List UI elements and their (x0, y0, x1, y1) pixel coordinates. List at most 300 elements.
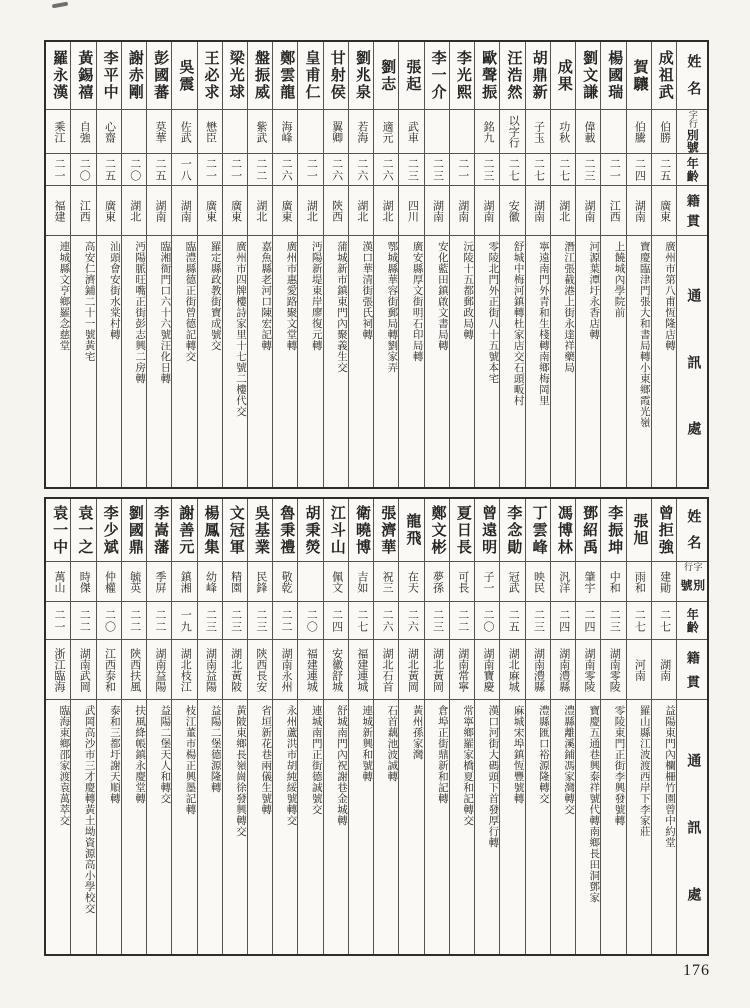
entry-column (46, 499, 70, 954)
entry-column (499, 42, 524, 487)
header-age: 年齡 (677, 602, 707, 640)
entry-alias: 乘江 (46, 110, 70, 154)
entry-age: 二〇 (122, 154, 146, 186)
entry-age: 二一 (46, 602, 70, 640)
entry-address: 高安仁濟鋪二十一號黃宅 (83, 241, 95, 362)
entry-alias (298, 562, 322, 602)
entry-alias: 雨和 (627, 562, 651, 602)
entry-native: 湖北黃陂 (223, 640, 247, 700)
entry-address: 扶風絳帳鎮永慶堂轉 (134, 705, 146, 804)
header-native-char: 籍 (684, 193, 700, 207)
entry-column (297, 499, 322, 954)
entry-address: 安化藍田鎮啟文書局轉 (436, 241, 448, 351)
entry-address: 漢口華清街張氏祠轉 (361, 241, 373, 340)
entry-address: 沔陽脈旺嘴正街彭志興二房轉 (134, 241, 146, 384)
entry-age: 二三 (248, 602, 272, 640)
header-address-char: 訊 (685, 354, 701, 369)
entry-address: 麻城宋埠鎮恆豐號轉 (512, 705, 524, 804)
entry-native: 江西 (601, 186, 625, 236)
entry-age: 二五 (147, 154, 171, 186)
entry-alias (298, 110, 322, 154)
entry-age: 二二 (71, 602, 95, 640)
header-name (677, 42, 707, 110)
entry-native: 四川 (399, 186, 423, 236)
entry-column (272, 42, 297, 487)
entry-alias: 懋臣 (198, 110, 222, 154)
entry-native: 湖南零陵 (576, 640, 600, 700)
entry-alias: 祝三 (374, 562, 398, 602)
entry-column (424, 42, 449, 487)
entry-alias: 夢孫 (425, 562, 449, 602)
entry-alias (122, 110, 146, 154)
entry-address: 寶慶五通巷興泰祥號代轉南鄉長田洞鄧家 (588, 705, 600, 903)
entry-address: 枝江董市楊正興墨記轉 (184, 705, 196, 815)
entry-name: 黃錫禧 (71, 42, 95, 110)
entry-address: 澧縣離溪鋪馮家灣轉交 (563, 705, 575, 815)
entry-address: 嘉魚縣老河口陳宏記轉 (260, 241, 272, 351)
header-address (677, 236, 707, 487)
entry-name: 胡秉熒 (298, 499, 322, 562)
entry-age: 二五 (652, 154, 676, 186)
entry-address: 黃陂東鄉長嶺崗徐發興轉交 (235, 705, 247, 837)
header-native-char: 籍 (684, 651, 700, 664)
entry-name: 袁一中 (46, 499, 70, 562)
entry-native: 湖南寶慶 (475, 640, 499, 700)
entry-address: 廣州市惠愛路聚文堂轉 (285, 241, 297, 351)
entry-native: 廣東 (652, 186, 676, 236)
entry-age: 二三 (576, 154, 600, 186)
entry-name: 李少斌 (97, 499, 121, 562)
entry-column (46, 42, 70, 487)
entry-name: 曾遠明 (475, 499, 499, 562)
entry-native: 廣東 (273, 186, 297, 236)
entry-alias: 可長 (450, 562, 474, 602)
entry-native: 江西 (71, 186, 95, 236)
entry-age: 一九 (172, 602, 196, 640)
entry-name: 劉文謙 (576, 42, 600, 110)
entry-alias: 映民 (526, 562, 550, 602)
entry-name: 張旭 (627, 499, 651, 562)
entry-name: 鄭文彬 (425, 499, 449, 562)
header-column (676, 42, 707, 487)
entry-name: 曾拒強 (652, 499, 676, 562)
entry-age: 二六 (374, 602, 398, 640)
entry-address: 羅山縣江波渡西岸下李家莊 (638, 705, 650, 837)
header-column (676, 499, 707, 954)
entry-name: 劉國鼎 (122, 499, 146, 562)
header-alias-main: 別號 (685, 129, 700, 153)
header-alias-sub: 字行 (687, 110, 698, 128)
entry-column (575, 499, 600, 954)
header-name (677, 499, 707, 562)
entry-alias: 毓英 (122, 562, 146, 602)
entry-column (525, 499, 550, 954)
entry-column (348, 499, 373, 954)
entry-native: 湖北 (349, 186, 373, 236)
entry-native: 福建連城 (298, 640, 322, 700)
header-address-char: 通 (685, 753, 701, 767)
header-name-char: 姓 (685, 53, 701, 70)
entry-native: 湖北黃岡 (425, 640, 449, 700)
entry-address: 連城新興和號轉 (361, 705, 373, 782)
entry-address: 連城縣文亨鄉羅念慈堂 (58, 241, 70, 351)
entry-alias: 功秋 (551, 110, 575, 154)
entry-alias (425, 110, 449, 154)
entry-alias: 民鋒 (248, 562, 272, 602)
directory-table-top (44, 40, 709, 489)
entry-address: 汕頭會安街水棠村轉 (108, 241, 120, 340)
page-number: 176 (683, 962, 710, 979)
entry-address: 武岡高沙市三才慶轉黃土坳資源高小學校交 (83, 705, 95, 914)
entry-alias: 肇宇 (576, 562, 600, 602)
entry-alias: 自強 (71, 110, 95, 154)
entry-address: 沅陵十五都郵政局轉 (462, 241, 474, 340)
entry-column (525, 42, 550, 487)
entry-column (575, 42, 600, 487)
entry-name: 皇甫仁 (298, 42, 322, 110)
entry-column (373, 499, 398, 954)
entry-age: 二三 (399, 154, 423, 186)
entry-column (626, 499, 651, 954)
entry-name: 李振坤 (601, 499, 625, 562)
entry-column (398, 499, 423, 954)
entry-native: 陝西長安 (248, 640, 272, 700)
entry-age: 二七 (551, 154, 575, 186)
entry-age: 二一 (223, 154, 247, 186)
header-address (677, 700, 707, 954)
entry-column (96, 499, 121, 954)
entry-alias: 萬山 (46, 562, 70, 602)
entry-name: 衛曉博 (349, 499, 373, 562)
entry-column (550, 42, 575, 487)
entry-column (424, 499, 449, 954)
entry-address: 寶慶臨津門張大和書局轉小東鄉霞光嶺 (638, 241, 650, 428)
entry-native: 陝西扶風 (122, 640, 146, 700)
header-name-char: 名 (685, 81, 701, 98)
entry-age: 二二 (122, 602, 146, 640)
entry-age: 一八 (172, 154, 196, 186)
entry-column (272, 499, 297, 954)
entry-name: 文冠軍 (223, 499, 247, 562)
entry-native: 湖南 (475, 186, 499, 236)
entry-address: 石首藕池波誠轉 (386, 705, 398, 782)
entry-address: 廣州市第八甫恆隆店轉 (664, 241, 675, 351)
entry-age: 二一 (601, 154, 625, 186)
entry-alias: 季屏 (147, 562, 171, 602)
entry-alias: 海峰 (273, 110, 297, 154)
entry-native: 安徽 (500, 186, 524, 236)
entry-column (474, 42, 499, 487)
entry-native: 安徽舒城 (324, 640, 348, 700)
entry-native: 湖南永州 (273, 640, 297, 700)
entry-address: 漢口河街大碼頭下首發厚行轉 (487, 705, 499, 848)
entry-column (323, 499, 348, 954)
entry-name: 魯秉禮 (273, 499, 297, 562)
entry-address: 廣州市四牌樓詩家里十七號二樓代交 (235, 241, 247, 417)
entry-column (373, 42, 398, 487)
header-alias (677, 110, 707, 154)
entry-name: 吳震 (172, 42, 196, 110)
entry-column (449, 42, 474, 487)
entry-age: 二二 (273, 602, 297, 640)
entry-column (626, 42, 651, 487)
entry-column (146, 499, 171, 954)
entry-name: 盤振威 (248, 42, 272, 110)
entry-column (651, 499, 676, 954)
entry-native: 湖南常寧 (450, 640, 474, 700)
entry-alias (223, 110, 247, 154)
entry-address: 零陵東門正街李興發號轉 (613, 705, 625, 826)
entry-name: 汪浩然 (500, 42, 524, 110)
entry-alias: 子一 (475, 562, 499, 602)
entry-alias: 伯騰 (627, 110, 651, 154)
header-alias-main: 別號 (679, 579, 706, 592)
entry-native: 陝西 (324, 186, 348, 236)
entry-name: 江斗山 (324, 499, 348, 562)
entry-address: 益陽東門內欄柵竹園曾中約堂 (664, 705, 675, 848)
entry-age: 二三 (425, 602, 449, 640)
entry-name: 成祖武 (652, 42, 676, 110)
entry-address: 羅定縣政教街寶成號交 (209, 241, 221, 351)
entry-native: 福建 (46, 186, 70, 236)
entry-address: 臨澧縣德正街曾德記轉交 (184, 241, 196, 362)
entry-name: 丁雲峰 (526, 499, 550, 562)
entry-name: 甘射侯 (324, 42, 348, 110)
entry-alias: 若海 (349, 110, 373, 154)
entry-alias (450, 110, 474, 154)
entry-column (171, 42, 196, 487)
entry-name: 成果 (551, 42, 575, 110)
entry-name: 李光熙 (450, 42, 474, 110)
entry-alias: 佩文 (324, 562, 348, 602)
entry-alias: 建勛 (652, 562, 676, 602)
entry-alias: 伯勝 (652, 110, 676, 154)
entry-alias: 精園 (223, 562, 247, 602)
entry-alias: 在天 (399, 562, 423, 602)
entry-native: 江西泰和 (97, 640, 121, 700)
entry-native: 廣東 (198, 186, 222, 236)
entry-native: 湖南 (425, 186, 449, 236)
entry-age: 二四 (551, 602, 575, 640)
entry-address: 益陽二堡天人和轉交 (159, 705, 171, 804)
entry-name: 吳基業 (248, 499, 272, 562)
entry-column (550, 499, 575, 954)
entry-alias: 翼卿 (324, 110, 348, 154)
entry-column (70, 499, 95, 954)
entry-column (651, 42, 676, 487)
entry-native: 湖北黃岡 (399, 640, 423, 700)
entry-age: 二二 (450, 602, 474, 640)
entry-alias: 時傑 (71, 562, 95, 602)
entry-age: 二一 (298, 154, 322, 186)
header-alias-sub: 字行 (683, 562, 703, 571)
entry-alias: 佐武 (172, 110, 196, 154)
entry-alias: 心齋 (97, 110, 121, 154)
entry-native: 湖北 (122, 186, 146, 236)
entry-alias: 子玉 (526, 110, 550, 154)
entry-age: 二五 (97, 154, 121, 186)
entry-age: 二四 (627, 154, 651, 186)
entry-age: 二二 (147, 602, 171, 640)
entry-name: 龍飛 (399, 499, 423, 562)
header-name-char: 姓 (685, 509, 701, 525)
entry-address: 省垣新花巷兩儀生號轉 (260, 705, 272, 815)
entry-native: 湖南零陵 (601, 640, 625, 700)
entry-age: 二三 (223, 602, 247, 640)
entry-age: 二三 (526, 602, 550, 640)
entry-age: 二三 (475, 154, 499, 186)
entry-age: 二六 (374, 154, 398, 186)
entry-native: 湖南 (450, 186, 474, 236)
entry-alias: 冠武 (500, 562, 524, 602)
entry-column (121, 499, 146, 954)
entry-address: 零陵北門外正街八十五號本宅 (487, 241, 499, 384)
entry-address: 連城南門正街德誠號交 (310, 705, 322, 815)
header-native (677, 186, 707, 236)
header-alias (677, 562, 707, 602)
entry-age: 二七 (652, 602, 676, 640)
entry-age: 二三 (198, 602, 222, 640)
entry-native: 湖南 (652, 640, 676, 700)
entry-address: 蒲城新市鎮東門內聚義生交 (335, 241, 347, 373)
entry-alias: 吉如 (349, 562, 373, 602)
entry-name: 鄭雲龍 (273, 42, 297, 110)
entry-name: 李一介 (425, 42, 449, 110)
entry-age: 二〇 (97, 602, 121, 640)
header-age: 年齡 (677, 154, 707, 186)
entry-alias: 中和 (601, 562, 625, 602)
entry-address: 益陽二堡德源隆轉 (209, 705, 221, 793)
entry-age: 二三 (425, 154, 449, 186)
entry-native: 湖南 (526, 186, 550, 236)
entry-native: 廣東 (97, 186, 121, 236)
entry-age: 二六 (324, 154, 348, 186)
entry-native: 湖南澧縣 (526, 640, 550, 700)
entry-address: 臨湘衙門口六十六號汪化日轉 (159, 241, 171, 384)
entry-native: 湖北麻城 (500, 640, 524, 700)
entry-column (247, 42, 272, 487)
entry-name: 謝赤剛 (122, 42, 146, 110)
entry-age: 二四 (324, 602, 348, 640)
entry-column (197, 42, 222, 487)
entry-age: 二〇 (71, 154, 95, 186)
entry-name: 袁一之 (71, 499, 95, 562)
entry-address: 黃州孫家灣 (411, 705, 423, 760)
entry-alias: 武車 (399, 110, 423, 154)
entry-column (297, 42, 322, 487)
entry-name: 李嵩藩 (147, 499, 171, 562)
entry-column (398, 42, 423, 487)
directory-table-bottom (44, 497, 709, 956)
entry-native: 湖南澧縣 (551, 640, 575, 700)
entry-column (600, 42, 625, 487)
header-address-char: 通 (685, 288, 701, 303)
entry-name: 羅永漢 (46, 42, 70, 110)
entry-column (449, 499, 474, 954)
entry-column (222, 42, 247, 487)
entry-alias (601, 110, 625, 154)
entry-age: 二五 (500, 602, 524, 640)
entry-column (323, 42, 348, 487)
header-address-char: 處 (685, 420, 701, 435)
entry-name: 張濟華 (374, 499, 398, 562)
entry-name: 王必求 (198, 42, 222, 110)
entry-column (474, 499, 499, 954)
entry-native: 湖南益陽 (198, 640, 222, 700)
entry-age: 二四 (576, 602, 600, 640)
entry-age: 二一 (198, 154, 222, 186)
header-address-char: 訊 (685, 820, 701, 834)
entry-column (499, 499, 524, 954)
entry-name: 李平中 (97, 42, 121, 110)
entry-native: 廣東 (223, 186, 247, 236)
entry-age: 二六 (273, 154, 297, 186)
entry-column (70, 42, 95, 487)
entry-native: 湖南益陽 (147, 640, 171, 700)
entry-native: 湖北 (374, 186, 398, 236)
entry-column (197, 499, 222, 954)
entry-address: 鄂城縣華容街郵局轉劉家弄 (386, 241, 398, 373)
entry-address: 澧縣匯口裕源隆轉交 (537, 705, 549, 804)
entry-name: 楊國瑞 (601, 42, 625, 110)
header-native (677, 640, 707, 700)
entry-age: 二七 (500, 154, 524, 186)
entry-name: 胡鼎新 (526, 42, 550, 110)
entry-native: 湖南 (627, 186, 651, 236)
entry-address: 沔陽新堤東岸廖復元轉 (310, 241, 322, 351)
entry-name: 謝善元 (172, 499, 196, 562)
entry-age: 二一 (450, 154, 474, 186)
entry-native: 湖南 (576, 186, 600, 236)
entry-address: 舒城南門內祝謝巷金城轉 (335, 705, 347, 826)
entry-alias: 汎洋 (551, 562, 575, 602)
entry-age: 二七 (349, 602, 373, 640)
entry-column (171, 499, 196, 954)
entry-native: 湖北石首 (374, 640, 398, 700)
entry-name: 歐聲振 (475, 42, 499, 110)
entry-native: 河南 (627, 640, 651, 700)
entry-address: 潛江張截港上街永達祥藥局 (563, 241, 575, 373)
entry-age: 二二 (248, 154, 272, 186)
entry-native: 浙江臨海 (46, 640, 70, 700)
entry-age: 二六 (349, 154, 373, 186)
entry-address: 廣安縣厚文街明石印局轉 (411, 241, 423, 362)
entry-age: 二〇 (475, 602, 499, 640)
entry-alias: 以字行 (500, 110, 524, 154)
entry-address: 臨海東鄉邵家渡袁萬萃交 (58, 705, 70, 826)
entry-address: 倉埠正街鼎新和記轉 (436, 705, 448, 804)
entry-native: 湖南 (147, 186, 171, 236)
entry-native: 湖北 (248, 186, 272, 236)
entry-address: 河源葉潭圩永香店轉 (588, 241, 600, 340)
entry-name: 賀驤 (627, 42, 651, 110)
entry-name: 馮博林 (551, 499, 575, 562)
entry-column (96, 42, 121, 487)
entry-age: 二一 (46, 154, 70, 186)
entry-age: 二三 (601, 602, 625, 640)
entry-name: 鄧紹禹 (576, 499, 600, 562)
entry-address: 舒城中梅河鎮轉杜家店交石頭畈村 (512, 241, 524, 406)
entry-native: 湖南 (172, 186, 196, 236)
entry-name: 劉兆泉 (349, 42, 373, 110)
entry-age: 二〇 (298, 602, 322, 640)
entry-name: 夏日長 (450, 499, 474, 562)
entry-alias: 幼峰 (198, 562, 222, 602)
entry-alias: 偉載 (576, 110, 600, 154)
entry-native: 福建連城 (349, 640, 373, 700)
entry-age: 二六 (399, 602, 423, 640)
entry-alias: 銘九 (475, 110, 499, 154)
